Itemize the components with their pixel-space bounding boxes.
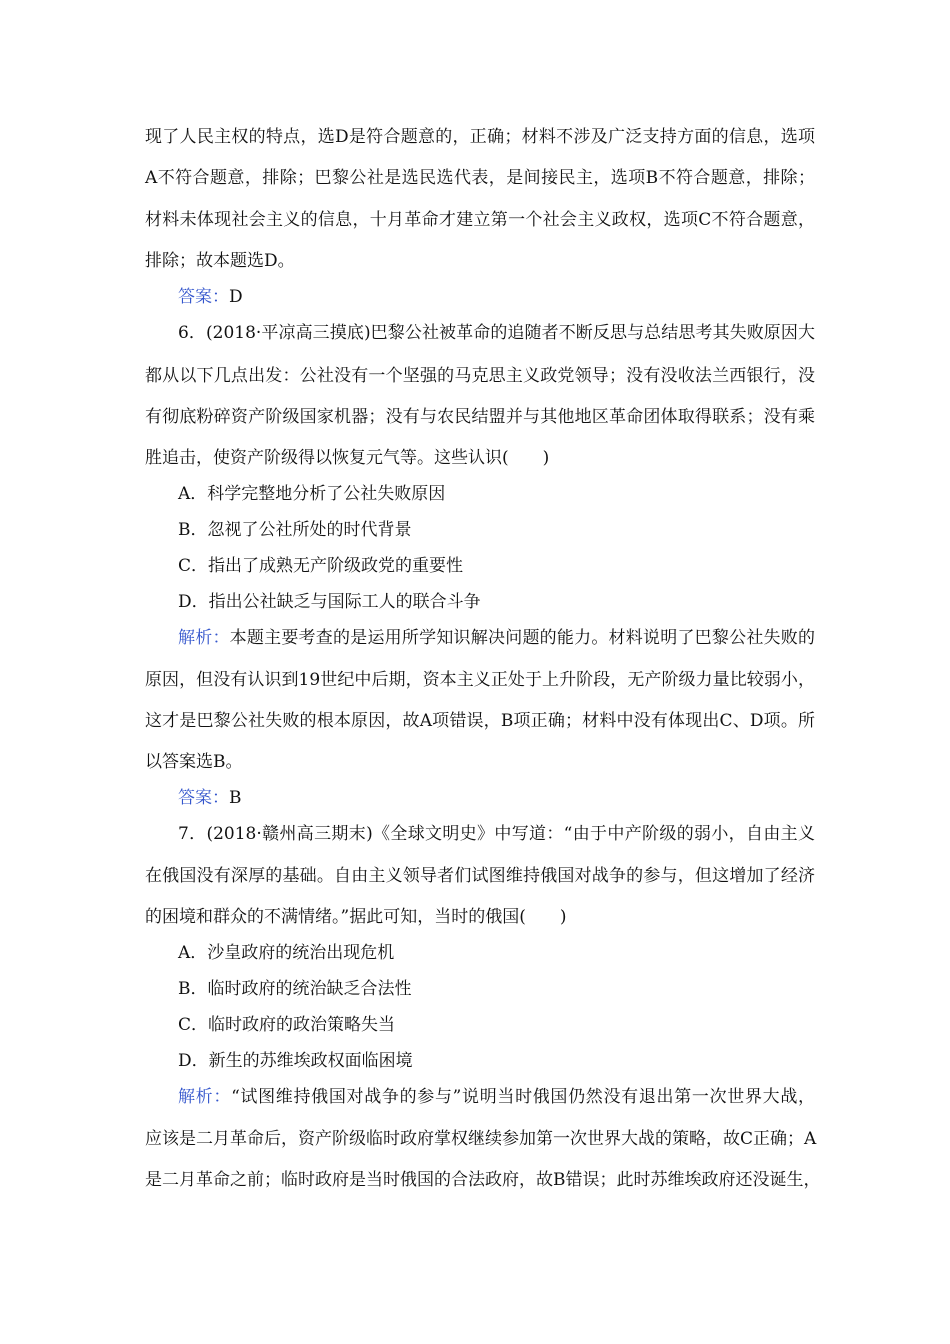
question-6-stem: 胜追击，使资产阶级得以恢复元气等。这些认识( ) xyxy=(145,448,550,468)
question-7-option-d: D．新生的苏维埃政权面临困境 xyxy=(178,1051,413,1071)
q5-answer-line xyxy=(178,287,815,307)
question-6-analysis: 原因，但没有认识到19世纪中后期，资本主义正处于上升阶段，无产阶级力量比较弱小， xyxy=(145,670,815,690)
analysis-text: 本题主要考查的是运用所学知识解决问题的能力。材料说明了巴黎公社失败的 xyxy=(229,628,816,648)
question-6-analysis xyxy=(178,628,815,648)
intro-line: A不符合题意，排除；巴黎公社是选民选代表，是间接民主，选项B不符合题意，排除； xyxy=(145,168,815,188)
analysis-text: “试图维持俄国对战争的参与”说明当时俄国仍然没有退出第一次世界大战， xyxy=(231,1087,816,1107)
question-6-option-a: A．科学完整地分析了公社失败原因 xyxy=(178,484,446,504)
answer-value: B xyxy=(229,788,242,808)
question-7-analysis xyxy=(178,1087,815,1107)
question-6-analysis: 这才是巴黎公社失败的根本原因，故A项错误，B项正确；材料中没有体现出C、D项。所 xyxy=(145,711,815,731)
question-6-stem: 都从以下几点出发：公社没有一个坚强的马克思主义政党领导；没有没收法兰西银行，没 xyxy=(145,366,815,386)
answer-value: D xyxy=(229,287,243,307)
question-7-option-c: C．临时政府的政治策略失当 xyxy=(178,1015,396,1035)
question-6-option-b: B．忽视了公社所处的时代背景 xyxy=(178,520,412,540)
question-6-option-d: D．指出公社缺乏与国际工人的联合斗争 xyxy=(178,592,481,612)
question-6-option-c: C．指出了成熟无产阶级政党的重要性 xyxy=(178,556,464,576)
intro-line: 材料未体现社会主义的信息，十月革命才建立第一个社会主义政权，选项C不符合题意， xyxy=(145,210,815,230)
question-7-stem: 在俄国没有深厚的基础。自由主义领导者们试图维持俄国对战争的参与，但这增加了经济 xyxy=(145,866,815,886)
intro-line: 排除；故本题选D。 xyxy=(145,251,295,271)
answer-label: 答案： xyxy=(178,287,229,307)
analysis-label: 解析： xyxy=(178,628,230,648)
analysis-label: 解析： xyxy=(178,1087,232,1107)
question-6-stem: 6．(2018·平凉高三摸底)巴黎公社被革命的追随者不断反思与总结思考其失败原因大 xyxy=(178,323,815,343)
q6-answer-line xyxy=(178,788,815,808)
question-7-stem: 的困境和群众的不满情绪。”据此可知，当时的俄国( ) xyxy=(145,907,567,927)
question-7-stem: 7．(2018·赣州高三期末)《全球文明史》中写道：“由于中产阶级的弱小，自由主义 xyxy=(178,824,815,844)
question-7-option-b: B．临时政府的统治缺乏合法性 xyxy=(178,979,412,999)
question-6-stem: 有彻底粉碎资产阶级国家机器；没有与农民结盟并与其他地区革命团体取得联系；没有乘 xyxy=(145,407,815,427)
question-6-analysis: 以答案选B。 xyxy=(145,752,243,772)
question-7-analysis: 是二月革命之前；临时政府是当时俄国的合法政府，故B错误；此时苏维埃政府还没诞生， xyxy=(145,1170,821,1190)
question-7-analysis: 应该是二月革命后，资产阶级临时政府掌权继续参加第一次世界大战的策略，故C正确；A xyxy=(145,1129,817,1149)
answer-label: 答案： xyxy=(178,788,229,808)
intro-line: 现了人民主权的特点，选D是符合题意的，正确；材料不涉及广泛支持方面的信息，选项 xyxy=(145,127,815,147)
question-7-option-a: A．沙皇政府的统治出现危机 xyxy=(178,943,395,963)
